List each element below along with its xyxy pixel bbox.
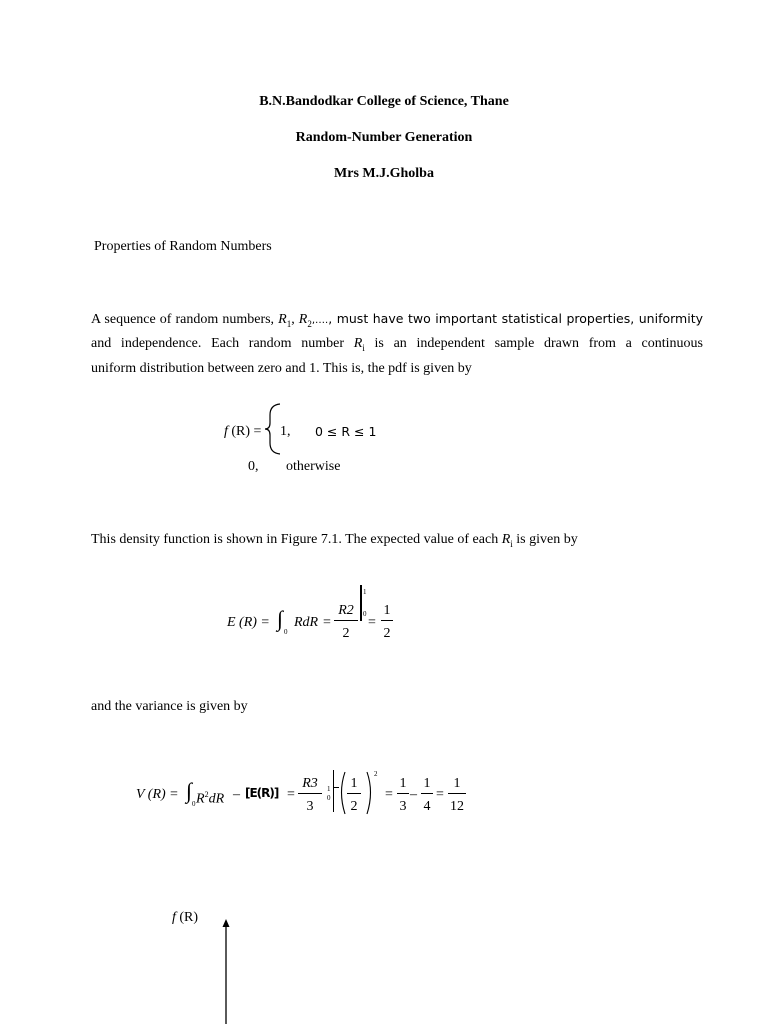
pdf-case1-condition: 0 ≤ R ≤ 1	[315, 424, 377, 439]
variance-b-bar	[421, 793, 433, 794]
integral-sign-icon: ∫	[277, 606, 284, 631]
variance-equals-3: =	[436, 787, 444, 802]
expectation-equals: =	[323, 615, 331, 630]
expectation-denominator: 2	[342, 626, 350, 641]
variance-eval-upper: 1	[327, 785, 331, 793]
variance-lower-limit: 0	[192, 800, 196, 808]
expectation-numerator: R2	[338, 603, 354, 618]
pdf-lhs: f (R) =	[224, 424, 262, 439]
variance-integrand: $R^2dR$	[196, 790, 225, 807]
author-name: Mrs M.J.Gholba	[334, 166, 434, 181]
document-topic: Random-Number Generation	[295, 130, 473, 145]
pdf-case1-value: 1,	[280, 424, 291, 439]
variance-b-numerator: 1	[423, 776, 431, 791]
expectation-result-denominator: 2	[383, 626, 391, 641]
variance-minus: –	[233, 787, 240, 802]
intro-line-3: uniform distribution between zero and 1. This is, the pdf is given by	[91, 360, 472, 376]
variance-a-denominator: 3	[399, 799, 407, 814]
y-axis-arrow-icon	[219, 918, 233, 1024]
expectation-result-numerator: 1	[383, 603, 391, 618]
variance-c-bar	[448, 793, 466, 794]
variance-lhs: V (R) =	[136, 787, 179, 802]
expectation-lhs: E (R) =	[227, 615, 270, 630]
variance-denominator: 3	[306, 799, 314, 814]
variance-c-numerator: 1	[453, 776, 461, 791]
variance-paragraph: and the variance is given by	[91, 699, 248, 714]
density-paragraph: This density function is shown in Figure 7.1. The expected value of each $R_i$ is given by	[91, 532, 578, 549]
section-heading: Properties of Random Numbers	[94, 239, 272, 254]
variance-eval-lower: 0	[327, 794, 331, 802]
variance-paren-power: 2	[374, 770, 378, 778]
variance-integral-sign-icon: ∫	[186, 778, 193, 803]
variance-equals: =	[287, 787, 295, 802]
variance-fraction-bar	[298, 793, 322, 794]
variance-a-numerator: 1	[399, 776, 407, 791]
expectation-eval-upper: 1	[363, 588, 367, 596]
expectation-equals-2: =	[368, 615, 376, 630]
expectation-fraction-bar	[334, 620, 358, 621]
expectation-result-bar	[381, 620, 393, 621]
variance-paren-denominator: 2	[350, 799, 358, 814]
evaluation-bar	[360, 585, 362, 621]
variance-a-bar	[397, 793, 409, 794]
variance-c-denominator: 12	[450, 799, 464, 814]
variance-expectation-squared-glyph: [E(R)]	[245, 786, 279, 800]
variance-numerator: R3	[302, 776, 318, 791]
college-name: B.N.Bandodkar College of Science, Thane	[259, 94, 509, 109]
expectation-lower-limit: 0	[284, 628, 288, 636]
expectation-integrand: RdR	[294, 615, 319, 630]
pdf-case2-value: 0,	[248, 459, 259, 474]
variance-evaluation-bar	[333, 770, 334, 812]
pdf-case2-condition: otherwise	[286, 459, 341, 474]
expectation-eval-lower: 0	[363, 610, 367, 618]
variance-b-denominator: 4	[423, 799, 431, 814]
figure-y-axis-label: f (R)	[172, 910, 199, 925]
variance-paren-bar	[347, 793, 361, 794]
variance-equals-2: =	[385, 787, 393, 802]
intro-line-1: A sequence of random numbers, $R_1$, $R_2,\dots$., must have two important statistical properties, uniformity	[91, 311, 703, 329]
variance-minus-3: –	[410, 787, 417, 802]
variance-paren-numerator: 1	[350, 776, 358, 791]
intro-line-2: and independence. Each random number $R_i$ is an independent sample drawn from a continuous	[91, 336, 704, 354]
intro-paragraph	[91, 309, 703, 379]
